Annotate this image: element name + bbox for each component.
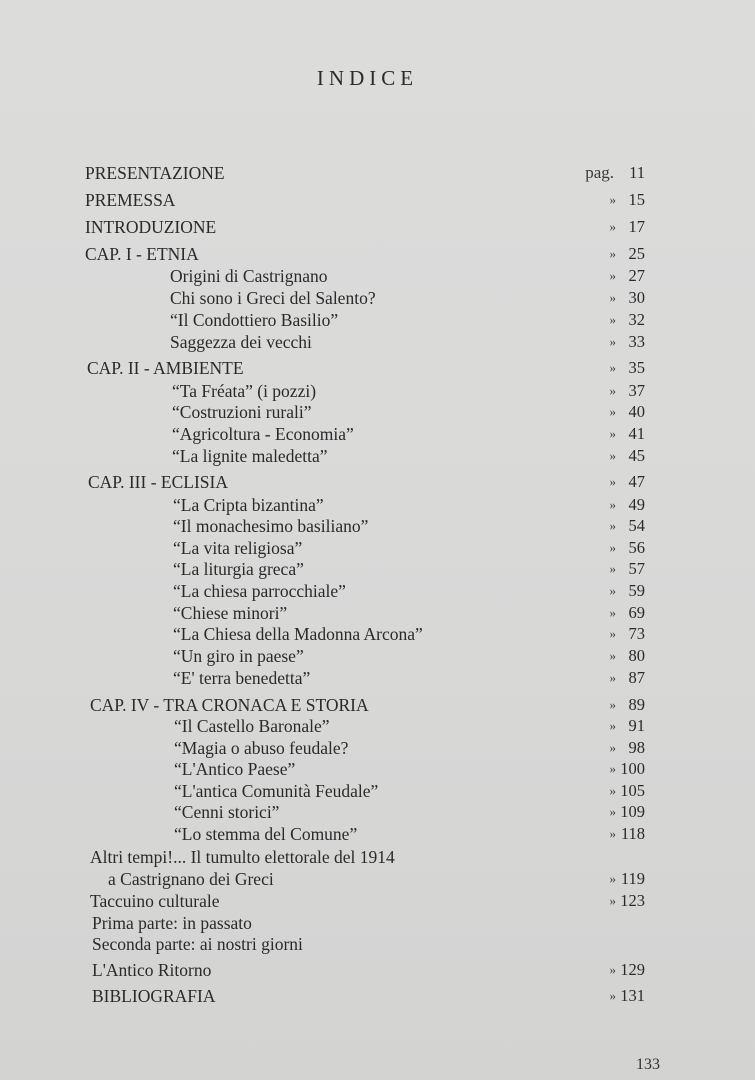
toc-entry-page: 11 [629,163,645,182]
toc-entry-label: Altri tempi!... Il tumulto elettorale del 1914 [90,847,395,867]
toc-entry [0,985,755,1007]
toc-entry [0,868,755,890]
toc-entry-page: 100 [620,759,645,778]
toc-entry [0,558,755,580]
toc-entry-page: 118 [620,824,645,843]
toc-entry-page: 15 [628,190,645,209]
toc-entry-page: 30 [628,288,645,307]
toc-entry-label: “La Cripta bizantina” [173,495,324,515]
toc-entry-page: 73 [628,624,645,643]
toc-entry [0,401,755,423]
toc-entry [0,423,755,445]
toc-entry-page: 119 [620,869,645,888]
toc-entry-page: 89 [628,695,645,714]
toc-entry [0,445,755,467]
toc-entry [0,737,755,759]
toc-entry-marker: pag. [585,163,614,182]
toc-entry-page: 69 [628,603,645,622]
toc-entry [0,494,755,516]
toc-entry-label: “Il Castello Baronale” [174,716,330,736]
toc-entry-label: “La chiesa parrocchiale” [173,581,346,601]
toc-entry-page: 41 [628,424,645,443]
toc-entry-label: “Costruzioni rurali” [172,402,312,422]
toc-entry-page: 98 [628,738,645,757]
toc-entry [0,667,755,689]
toc-entry-page: 32 [628,310,645,329]
page-title: INDICE [316,66,419,90]
toc-entry-label: BIBLIOGRAFIA [92,986,216,1006]
toc-entry-label: “Il monachesimo basiliano” [173,516,369,536]
toc-entry [0,959,755,981]
toc-entry-page: 35 [628,358,645,377]
toc-entry-marker: » [609,783,616,798]
toc-entry-label: INTRODUZIONE [85,217,217,237]
toc-entry-marker: » [609,761,616,776]
toc-entry-marker: » [609,826,616,841]
toc-entry-page: 123 [620,891,645,910]
toc-entry-page: 25 [628,244,645,263]
toc-entry-marker: » [609,540,616,555]
toc-entry-page: 27 [628,266,645,285]
toc-entry-label: “L'Antico Paese” [174,759,296,779]
toc-entry-label: L'Antico Ritorno [92,960,212,980]
toc-entry-marker: » [609,697,616,712]
toc-entry-marker: » [609,383,616,398]
toc-entry [0,537,755,559]
toc-entry-page: 33 [628,332,645,351]
toc-entry-page: 40 [628,402,645,421]
toc-entry-marker: » [609,518,616,533]
toc-entry-label: CAP. I - ETNIA [85,244,199,264]
toc-entry-marker: » [609,605,616,620]
toc-entry-page: 47 [628,472,645,491]
toc-entry [0,715,755,737]
toc-entry-page: 37 [628,381,645,400]
toc-entry-page: 59 [628,581,645,600]
toc-entry [0,580,755,602]
toc-entry-page: 57 [628,559,645,578]
toc-entry-label: “La vita religiosa” [173,538,303,558]
toc-entry-marker: » [609,626,616,641]
toc-entry [0,471,755,493]
toc-entry [0,380,755,402]
toc-entry-label: “La liturgia greca” [173,559,304,579]
toc-entry-marker: » [609,740,616,755]
toc-entry [0,331,755,353]
toc-entry-page: 17 [628,217,645,236]
toc-entry-label: “Il Condottiero Basilio” [170,310,339,330]
toc-entry-page: 56 [628,538,645,557]
toc-entry-page: 49 [628,495,645,514]
toc-entry-label: Seconda parte: ai nostri giorni [92,934,303,954]
toc-entry [0,243,755,265]
toc-entry-page: 129 [620,960,645,979]
toc-entry-page: 91 [628,716,645,735]
toc-entry [0,265,755,287]
toc-entry-label: “Chiese minori” [173,603,288,623]
toc-entry-page: 105 [620,781,645,800]
toc-entry [0,846,755,868]
toc-entry-label: CAP. IV - TRA CRONACA E STORIA [90,695,369,715]
toc-entry-label: “La lignite maledetta” [172,446,328,466]
toc-entry-marker: » [609,474,616,489]
toc-entry-label: Taccuino culturale [90,891,220,911]
toc-entry-page: 80 [628,646,645,665]
toc-entry [0,890,755,912]
toc-entry-label: Origini di Castrignano [170,266,328,286]
page-number: 133 [636,1056,660,1073]
toc-entry-marker: » [609,561,616,576]
toc-entry-marker: » [609,670,616,685]
toc-entry [0,623,755,645]
toc-entry [0,694,755,716]
toc-entry-marker: » [609,360,616,375]
toc-entry [0,357,755,379]
toc-entry-marker: » [609,426,616,441]
toc-entry-label: “Agricoltura - Economia” [172,424,354,444]
toc-entry-label: “Lo stemma del Comune” [174,824,358,844]
toc-entry-page: 131 [620,986,645,1005]
toc-entry-label: “L'antica Comunità Feudale” [174,781,379,801]
toc-entry-marker: » [609,268,616,283]
toc-entry-marker: » [609,290,616,305]
toc-entry [0,515,755,537]
toc-entry [0,758,755,780]
toc-entry-label: “Cenni storici” [174,802,280,822]
toc-entry [0,645,755,667]
toc-entry [0,287,755,309]
toc-entry [0,602,755,624]
toc-entry-page: 45 [628,446,645,465]
toc-entry-label: a Castrignano dei Greci [108,869,274,889]
toc-entry-marker: » [609,583,616,598]
toc-entry-marker: » [609,246,616,261]
toc-entry [0,780,755,802]
toc-entry-label: “Un giro in paese” [173,646,304,666]
toc-entry-label: Saggezza dei vecchi [170,332,312,352]
toc-entry-marker: » [609,893,616,908]
toc-entry-page: 54 [628,516,645,535]
toc-entry-label: CAP. III - ECLISIA [88,472,228,492]
toc-entry-marker: » [609,497,616,512]
toc-entry-label: PRESENTAZIONE [85,163,225,183]
toc-entry-marker: » [609,312,616,327]
toc-entry-label: “Magia o abuso feudale? [174,738,349,758]
toc-entry-marker: » [609,804,616,819]
toc-entry-page: 87 [628,668,645,687]
toc-entry-page: 109 [620,802,645,821]
toc-entry-marker: » [609,962,616,977]
toc-entry-label: CAP. II - AMBIENTE [87,358,244,378]
toc-entry [0,912,755,934]
toc-entry [0,801,755,823]
toc-entry [0,933,755,955]
toc-entry [0,162,755,184]
toc-entry [0,189,755,211]
toc-entry [0,823,755,845]
toc-entry-label: Prima parte: in passato [92,913,252,933]
toc-entry-marker: » [609,448,616,463]
toc-entry-label: “Ta Fréata” (i pozzi) [172,381,317,401]
toc-entry-marker: » [609,192,616,207]
toc-entry-marker: » [609,648,616,663]
toc-entry-marker: » [609,718,616,733]
toc-entry-label: PREMESSA [85,190,176,210]
toc-entry-marker: » [609,988,616,1003]
toc-entry-label: “La Chiesa della Madonna Arcona” [173,624,423,644]
toc-entry-marker: » [609,334,616,349]
toc-entry-label: Chi sono i Greci del Salento? [170,288,376,308]
toc-entry-marker: » [609,219,616,234]
toc-entry-marker: » [609,871,616,886]
toc-entry [0,309,755,331]
toc-entry [0,216,755,238]
toc-entry-marker: » [609,404,616,419]
toc-entry-label: “E' terra benedetta” [173,668,311,688]
